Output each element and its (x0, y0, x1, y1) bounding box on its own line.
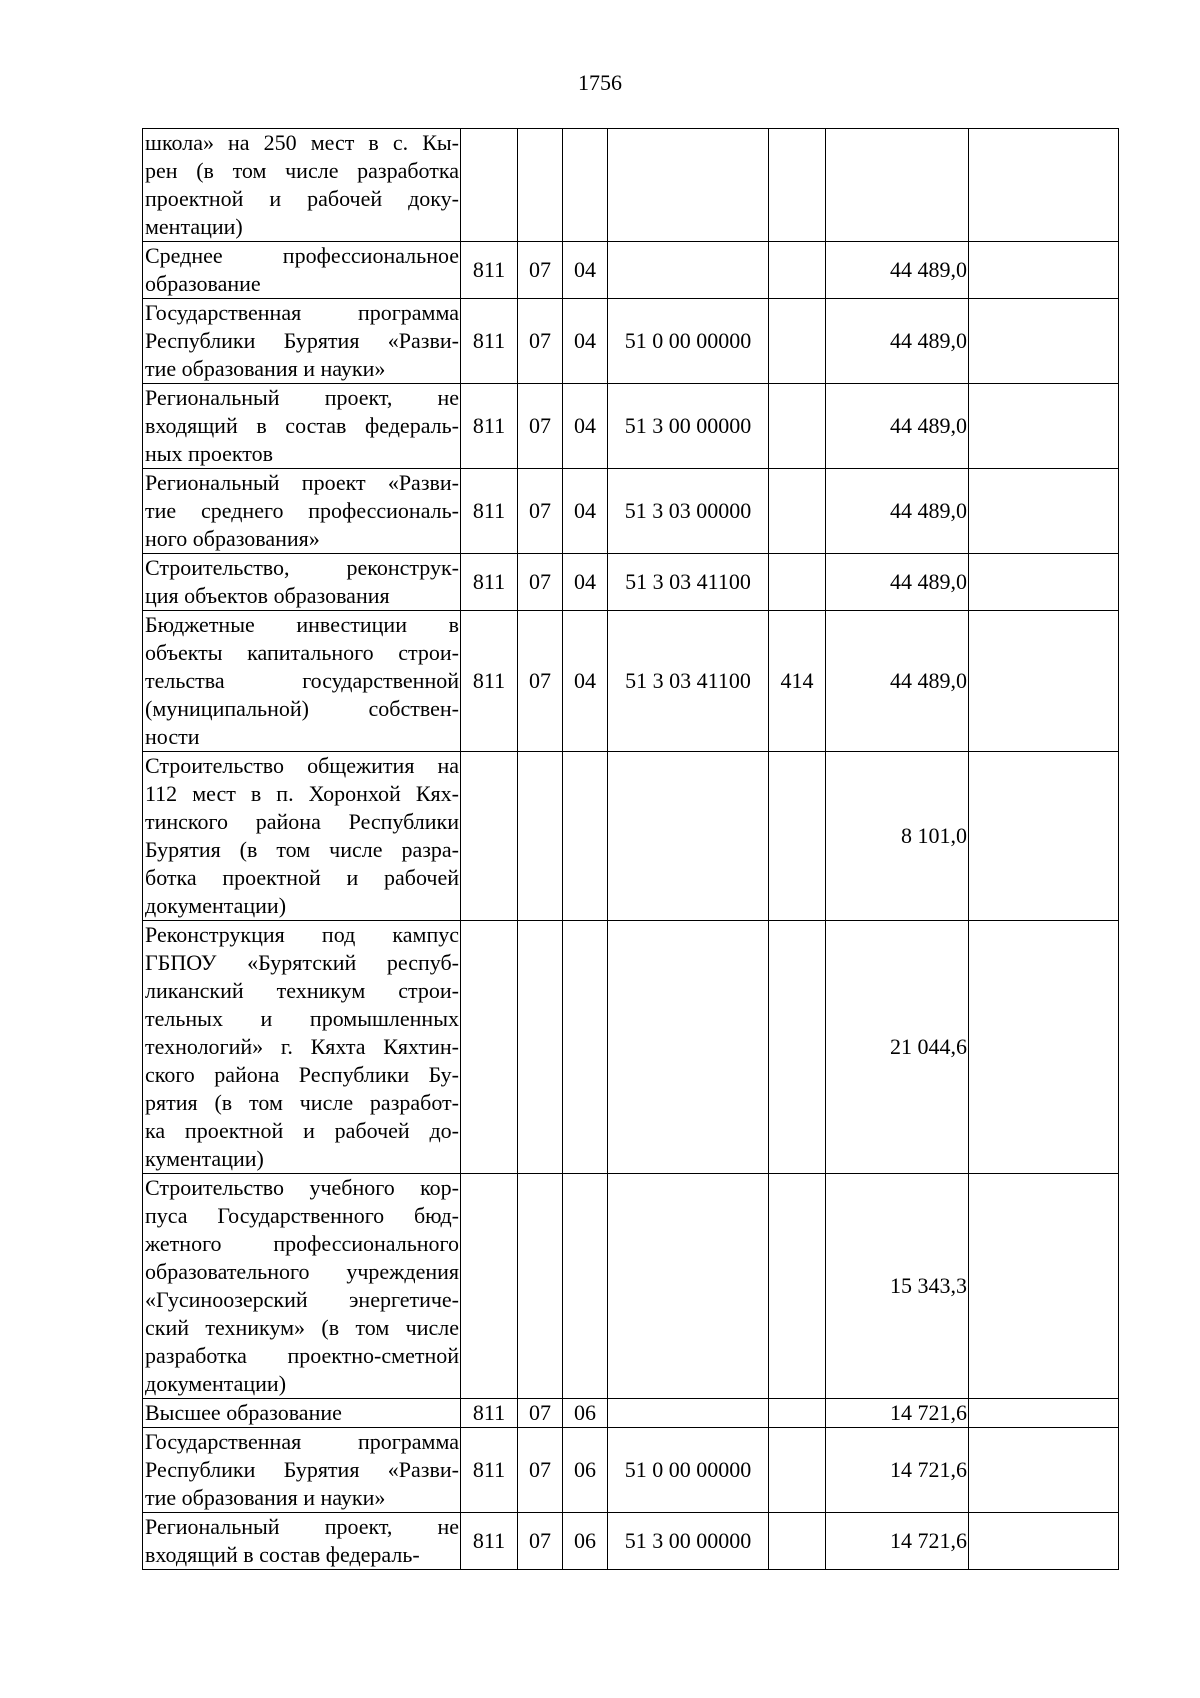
table-body (143, 129, 1119, 1570)
cell-expense-type (769, 1174, 826, 1399)
cell-subsection-code: 04 (563, 469, 608, 554)
item-name-line: Среднее профессиональное (145, 243, 459, 268)
item-name-line: разработка проектно-сметной (145, 1343, 459, 1368)
cell-item-name (143, 554, 461, 611)
cell-ministry-code: 811 (461, 384, 518, 469)
item-name-line: Региональный проект, не (145, 385, 459, 410)
item-name-line: тинского района Республики (145, 809, 459, 834)
cell-subsection-code: 04 (563, 554, 608, 611)
item-name-line: входящий в состав федераль- (145, 1542, 420, 1567)
cell-item-name (143, 752, 461, 921)
cell-subsection-code: 04 (563, 242, 608, 299)
cell-item-name (143, 611, 461, 752)
cell-section-code: 07 (518, 469, 563, 554)
item-name-line: ГБПОУ «Бурятский респуб- (145, 950, 459, 975)
item-name-line: ментации) (145, 214, 243, 239)
item-name-line: тие образования и науки» (145, 1485, 386, 1510)
cell-extra (969, 1399, 1119, 1428)
cell-extra (969, 242, 1119, 299)
item-name-line: пуса Государственного бюд- (145, 1203, 459, 1228)
cell-amount: 15 343,3 (826, 1174, 969, 1399)
cell-subsection-code (563, 129, 608, 242)
table-row (143, 611, 1119, 752)
cell-section-code (518, 1174, 563, 1399)
item-name-line: 112 мест в п. Хоронхой Кях- (145, 781, 459, 806)
item-name-line: «Гусиноозерский энергетиче- (145, 1287, 459, 1312)
table-row (143, 921, 1119, 1174)
item-name-line: ка проектной и рабочей до- (145, 1118, 459, 1143)
cell-section-code: 07 (518, 1399, 563, 1428)
table-row (143, 1428, 1119, 1513)
item-name-line: Строительство, реконструк- (145, 555, 459, 580)
item-name-line: школа» на 250 мест в с. Кы- (145, 130, 459, 155)
item-name-line: документации) (145, 1371, 287, 1396)
cell-extra (969, 921, 1119, 1174)
item-name-line: Государственная программа (145, 300, 459, 325)
cell-target-article (608, 1174, 769, 1399)
cell-item-name (143, 1428, 461, 1513)
table-row (143, 554, 1119, 611)
cell-subsection-code (563, 752, 608, 921)
cell-subsection-code: 04 (563, 384, 608, 469)
cell-section-code (518, 129, 563, 242)
cell-expense-type (769, 752, 826, 921)
cell-section-code: 07 (518, 299, 563, 384)
cell-subsection-code (563, 1174, 608, 1399)
cell-ministry-code (461, 921, 518, 1174)
cell-ministry-code (461, 1174, 518, 1399)
cell-expense-type (769, 554, 826, 611)
item-name-line: ботка проектной и рабочей (145, 865, 459, 890)
cell-expense-type (769, 129, 826, 242)
item-name-line: кументации) (145, 1146, 264, 1171)
item-name-line: Строительство учебного кор- (145, 1175, 459, 1200)
cell-ministry-code (461, 752, 518, 921)
cell-section-code: 07 (518, 242, 563, 299)
cell-extra (969, 129, 1119, 242)
cell-item-name (143, 1513, 461, 1570)
table-row (143, 1399, 1119, 1428)
page-number: 1756 (578, 70, 622, 95)
item-name-line: (муниципальной) собствен- (145, 696, 459, 721)
item-name-line: тельства государственной (145, 668, 459, 693)
item-name-line: тельных и промышленных (145, 1006, 459, 1031)
cell-subsection-code: 04 (563, 299, 608, 384)
cell-ministry-code: 811 (461, 554, 518, 611)
cell-section-code (518, 921, 563, 1174)
cell-ministry-code: 811 (461, 1399, 518, 1428)
table-row (143, 242, 1119, 299)
item-name-line: жетного профессионального (145, 1231, 459, 1256)
cell-amount: 21 044,6 (826, 921, 969, 1174)
cell-section-code: 07 (518, 1513, 563, 1570)
cell-ministry-code: 811 (461, 299, 518, 384)
cell-item-name (143, 469, 461, 554)
table-row (143, 1174, 1119, 1399)
item-name-line: Высшее образование (145, 1400, 342, 1425)
cell-expense-type (769, 242, 826, 299)
item-name-line: Региональный проект, не (145, 1514, 459, 1539)
item-name-line: технологий» г. Кяхта Кяхтин- (145, 1034, 459, 1059)
cell-ministry-code: 811 (461, 469, 518, 554)
cell-item-name (143, 129, 461, 242)
cell-extra (969, 1174, 1119, 1399)
cell-section-code (518, 752, 563, 921)
cell-target-article (608, 129, 769, 242)
table-row (143, 129, 1119, 242)
item-name-line: тие среднего профессиональ- (145, 498, 459, 523)
table-row (143, 752, 1119, 921)
cell-expense-type: 414 (769, 611, 826, 752)
cell-target-article: 51 0 00 00000 (608, 1428, 769, 1513)
cell-expense-type (769, 384, 826, 469)
cell-section-code: 07 (518, 1428, 563, 1513)
cell-ministry-code (461, 129, 518, 242)
cell-section-code: 07 (518, 554, 563, 611)
cell-amount: 44 489,0 (826, 299, 969, 384)
cell-target-article (608, 242, 769, 299)
cell-extra (969, 611, 1119, 752)
cell-section-code: 07 (518, 384, 563, 469)
cell-item-name (143, 242, 461, 299)
item-name-line: Бюджетные инвестиции в (145, 612, 459, 637)
item-name-line: Бурятия (в том числе разра- (145, 837, 459, 862)
item-name-line: Реконструкция под кампус (145, 922, 459, 947)
item-name-line: ных проектов (145, 441, 273, 466)
cell-ministry-code: 811 (461, 242, 518, 299)
cell-amount: 44 489,0 (826, 611, 969, 752)
item-name-line: Региональный проект «Разви- (145, 470, 459, 495)
cell-ministry-code: 811 (461, 1513, 518, 1570)
cell-item-name (143, 384, 461, 469)
item-name-line: проектной и рабочей доку- (145, 186, 459, 211)
cell-target-article (608, 752, 769, 921)
cell-item-name (143, 299, 461, 384)
cell-expense-type (769, 469, 826, 554)
item-name-line: рятия (в том числе разработ- (145, 1090, 459, 1115)
cell-subsection-code (563, 921, 608, 1174)
table-row (143, 469, 1119, 554)
item-name-line: Республики Бурятия «Разви- (145, 1457, 459, 1482)
cell-amount: 14 721,6 (826, 1399, 969, 1428)
cell-item-name (143, 1174, 461, 1399)
cell-target-article: 51 3 00 00000 (608, 1513, 769, 1570)
table-row (143, 384, 1119, 469)
cell-amount: 14 721,6 (826, 1428, 969, 1513)
cell-target-article (608, 1399, 769, 1428)
cell-expense-type (769, 299, 826, 384)
item-name-line: ности (145, 724, 200, 749)
item-name-line: ский техникум» (в том числе (145, 1315, 459, 1340)
budget-table (142, 128, 1119, 1570)
cell-item-name (143, 921, 461, 1174)
cell-section-code: 07 (518, 611, 563, 752)
cell-amount: 44 489,0 (826, 554, 969, 611)
table-row (143, 1513, 1119, 1570)
cell-subsection-code: 04 (563, 611, 608, 752)
cell-ministry-code: 811 (461, 611, 518, 752)
item-name-line: рен (в том числе разработка (145, 158, 459, 183)
cell-amount: 14 721,6 (826, 1513, 969, 1570)
cell-amount (826, 129, 969, 242)
cell-target-article: 51 3 03 00000 (608, 469, 769, 554)
item-name-line: ция объектов образования (145, 583, 390, 608)
cell-extra (969, 469, 1119, 554)
cell-subsection-code: 06 (563, 1428, 608, 1513)
cell-extra (969, 752, 1119, 921)
cell-target-article: 51 0 00 00000 (608, 299, 769, 384)
table-row (143, 299, 1119, 384)
item-name-line: объекты капитального строи- (145, 640, 459, 665)
cell-extra (969, 384, 1119, 469)
cell-expense-type (769, 1428, 826, 1513)
item-name-line: образование (145, 271, 261, 296)
cell-amount: 44 489,0 (826, 469, 969, 554)
cell-amount: 8 101,0 (826, 752, 969, 921)
item-name-line: Государственная программа (145, 1429, 459, 1454)
item-name-line: документации) (145, 893, 287, 918)
cell-subsection-code: 06 (563, 1399, 608, 1428)
cell-target-article: 51 3 03 41100 (608, 611, 769, 752)
item-name-line: Строительство общежития на (145, 753, 459, 778)
cell-amount: 44 489,0 (826, 384, 969, 469)
cell-expense-type (769, 1513, 826, 1570)
item-name-line: ликанский техникум строи- (145, 978, 459, 1003)
cell-extra (969, 1513, 1119, 1570)
cell-item-name (143, 1399, 461, 1428)
cell-expense-type (769, 1399, 826, 1428)
cell-target-article: 51 3 00 00000 (608, 384, 769, 469)
item-name-line: образовательного учреждения (145, 1259, 459, 1284)
cell-extra (969, 299, 1119, 384)
cell-target-article: 51 3 03 41100 (608, 554, 769, 611)
cell-extra (969, 554, 1119, 611)
cell-amount: 44 489,0 (826, 242, 969, 299)
item-name-line: тие образования и науки» (145, 356, 386, 381)
item-name-line: ного образования» (145, 526, 320, 551)
cell-subsection-code: 06 (563, 1513, 608, 1570)
cell-ministry-code: 811 (461, 1428, 518, 1513)
item-name-line: ского района Республики Бу- (145, 1062, 459, 1087)
cell-target-article (608, 921, 769, 1174)
cell-expense-type (769, 921, 826, 1174)
item-name-line: Республики Бурятия «Разви- (145, 328, 459, 353)
cell-extra (969, 1428, 1119, 1513)
item-name-line: входящий в состав федераль- (145, 413, 459, 438)
